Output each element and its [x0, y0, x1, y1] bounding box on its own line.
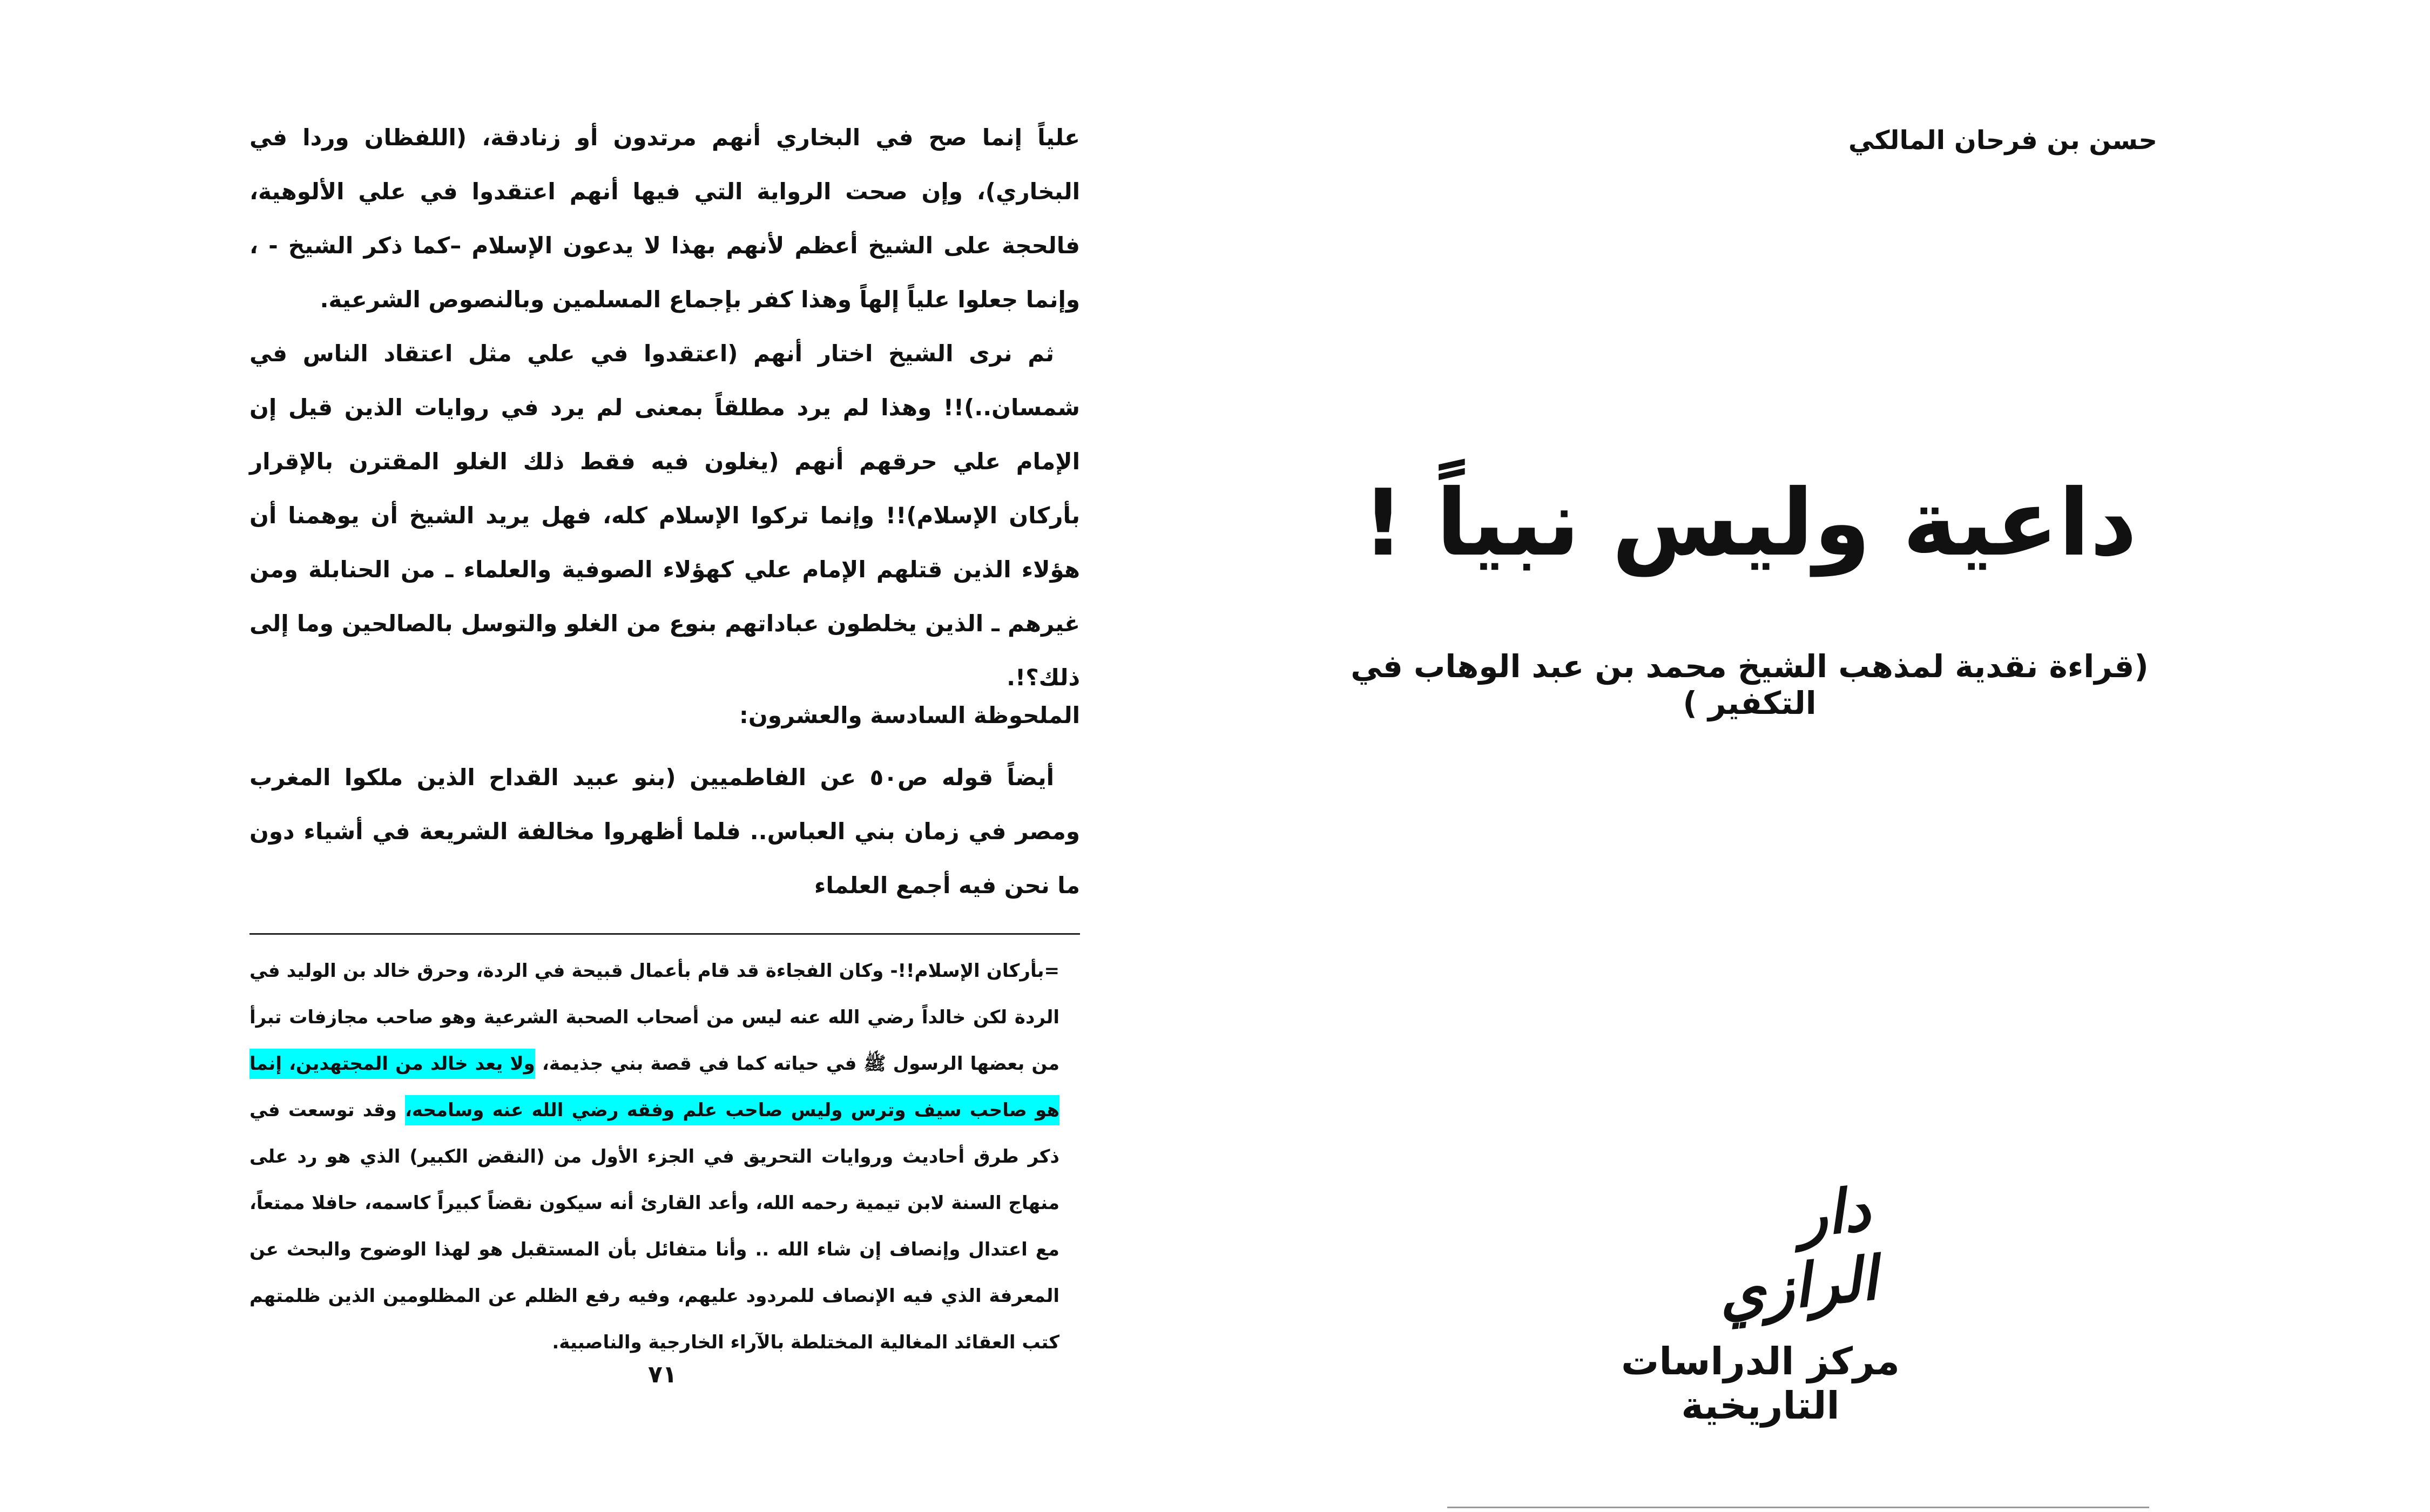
paragraph-1: علياً إنما صح في البخاري أنهم مرتدون أو زنادقة، (اللفظان وردا في البخاري)، وإن صحت الرواية التي فيها أنهم اعتقدوا في علي الألوهية، فالحجة على الشيخ أعظم لأنهم بهذا لا يدعون الإسلام –كما ذكر الشيخ - ، وإنما جعلوا علياً إلهاً وهذا كفر بإجماع المسلمين وبالنصوص الشرعية.	[249, 124, 1080, 313]
page-number: ٧١	[648, 1361, 677, 1388]
body-text-top	[249, 111, 1080, 705]
left-page	[0, 0, 1188, 1512]
bottom-border-line	[1447, 1507, 2149, 1508]
body-text-bottom	[249, 751, 1080, 913]
book-subtitle: (قراءة نقدية لمذهب الشيخ محمد بن عبد الوهاب في التكفير )	[1351, 648, 2149, 721]
footnote-divider	[249, 933, 1080, 935]
footnote-text-2: وقد توسعت في ذكر طرق أحاديث وروايات التحريق في الجزء الأول من (النقض الكبير) الذي هو رد على منهاج السنة لابن تيمية رحمه الله، وأعد القارئ أنه سيكون نقضاً كبيراً كاسمه، حافلا ممتعاً، مع اعتدال وإنصاف إن شاء الله .. وأنا متفائل بأن المستقبل هو لهذا الوضوح والبحث عن المعرفة الذي فيه الإنصاف للمردود عليهم، وفيه رفع الظلم عن المظلومين الذين ظلمتهم كتب العقائد المغالية المختلطة بالآراء الخارجية والناصبية.	[249, 1099, 1059, 1353]
section-heading: الملحوظة السادسة والعشرون:	[739, 702, 1080, 728]
publisher-logo	[1636, 1173, 1881, 1329]
author-name: حسن بن فرحان المالكي	[1848, 125, 2157, 156]
paragraph-3: أيضاً قوله ص٥٠ عن الفاطميين (بنو عبيد القداح الذين ملكوا المغرب ومصر في زمان بني العباس.. فلما أظهروا مخالفة الشريعة في أشياء دون ما نحن فيه أجمع العلماء	[249, 764, 1080, 899]
footnote-text-1: =بأركان الإسلام!!- وكان الفجاءة قد قام بأعمال قبيحة في الردة، وحرق خالد بن الوليد في الردة لكن خالداً رضي الله عنه ليس من أصحاب الصحبة الشرعية وهو صاحب مجازفات تبرأ من بعضها الرسول ﷺ في حياته كما في قصة بني جذيمة،	[249, 960, 1059, 1075]
footnote-highlight[interactable]: ولا يعد خالد من المجتهدين، إنما هو صاحب سيف وترس وليس صاحب علم وفقه رضي الله عنه وسامحه،	[249, 1049, 1059, 1125]
publisher-name: مركز الدراسات التاريخية	[1621, 1339, 1900, 1428]
book-title: داعية وليس نبياً !	[1362, 470, 2137, 577]
publisher-logo-calligraphy: دار الرازي	[1714, 1173, 1881, 1329]
paragraph-2: ثم نرى الشيخ اختار أنهم (اعتقدوا في علي مثل اعتقاد الناس في شمسان..)!! وهذا لم يرد مطلقاً بمعنى لم يرد في روايات الذين قيل إن الإمام علي حرقهم أنهم (يغلون فيه فقط ذلك الغلو المقترن بالإقرار بأركان الإسلام)!! وإنما تركوا الإسلام كله، فهل يريد الشيخ أن يوهمنا أن هؤلاء الذين قتلهم الإمام علي كهؤلاء الصوفية والعلماء ـ من الحنابلة ومن غيرهم ـ الذين يخلطون عباداتهم بنوع من الغلو والتوسل بالصالحين وما إلى ذلك؟!.	[249, 340, 1080, 691]
footnote	[249, 948, 1059, 1366]
